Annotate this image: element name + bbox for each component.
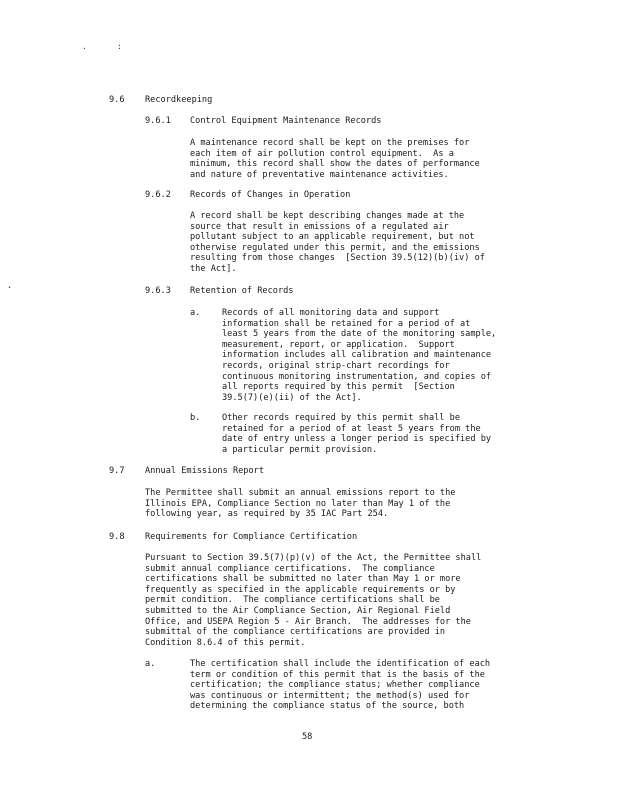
subsection-number: 9.6.3 bbox=[145, 286, 171, 296]
section-number: 9.6 bbox=[109, 95, 125, 105]
scan-mark: . bbox=[82, 42, 87, 51]
page-number: 58 bbox=[302, 732, 313, 742]
section-number: 9.7 bbox=[109, 466, 125, 476]
subsection-heading: Records of Changes in Operation bbox=[190, 190, 351, 200]
scan-mark: : bbox=[117, 42, 122, 51]
section-heading: Recordkeeping bbox=[145, 95, 213, 105]
paragraph: The Permittee shall submit an annual emissions report to the Illinois EPA, Compliance Section no later than May 1 of the following year, as required by 35 IAC Part 254. bbox=[145, 488, 456, 520]
paragraph: A record shall be kept describing changes made at the source that result in emissions of a regulated air pollutant subject to an applicable requirement, but not otherwise regulated under this permit, and the emissions resulting from those changes [Section 39.5(12)(b)(iv) of the Act]. bbox=[190, 211, 485, 274]
section-heading: Annual Emissions Report bbox=[145, 466, 264, 476]
paragraph: A maintenance record shall be kept on the premises for each item of air pollution control equipment. As a minimum, this record shall show the dates of performance and nature of preventative maintenance activities. bbox=[190, 138, 480, 180]
subsection-number: 9.6.2 bbox=[145, 190, 171, 200]
list-item-label: a. bbox=[190, 308, 201, 318]
list-item-label: b. bbox=[190, 413, 201, 423]
list-item-text: Other records required by this permit shall be retained for a period of at least 5 years from the date of entry unless a longer period is specified by a particular permit provision. bbox=[222, 413, 492, 455]
subsection-number: 9.6.1 bbox=[145, 116, 171, 126]
subsection-heading: Retention of Records bbox=[190, 286, 294, 296]
list-item-text: Records of all monitoring data and support information shall be retained for a period of at least 5 years from the date of the monitoring sample, measurement, report, or application. Support information includes all calibration and maintenance records, original strip-chart recordings for continuous monitoring instrumentation, and copies of all reports required by this permit [Section 39.5(7)(e)(ii) of the Act]. bbox=[222, 308, 497, 403]
paragraph: Pursuant to Section 39.5(7)(p)(v) of the Act, the Permittee shall submit annual compliance certifications. The compliance certifications shall be submitted no later than May 1 or more frequently as specified in the applicable requirements or by permit condition. The compliance certifications shall be submitted to the Air Compliance Section, Air Regional Field Office, and USEPA Region 5 - Air Branch. The addresses for the submittal of the compliance certifications are provided in Condition 8.6.4 of this permit. bbox=[145, 553, 482, 648]
scan-mark: • bbox=[8, 285, 12, 291]
subsection-heading: Control Equipment Maintenance Records bbox=[190, 116, 382, 126]
section-number: 9.8 bbox=[109, 532, 125, 542]
list-item-text: The certification shall include the identification of each term or condition of this permit that is the basis of the certification; the compliance status; whether compliance was continuous or intermittent; the method(s) used for determining the compliance status of the source, both bbox=[190, 659, 491, 712]
list-item-label: a. bbox=[145, 659, 156, 669]
section-heading: Requirements for Compliance Certification bbox=[145, 532, 358, 542]
